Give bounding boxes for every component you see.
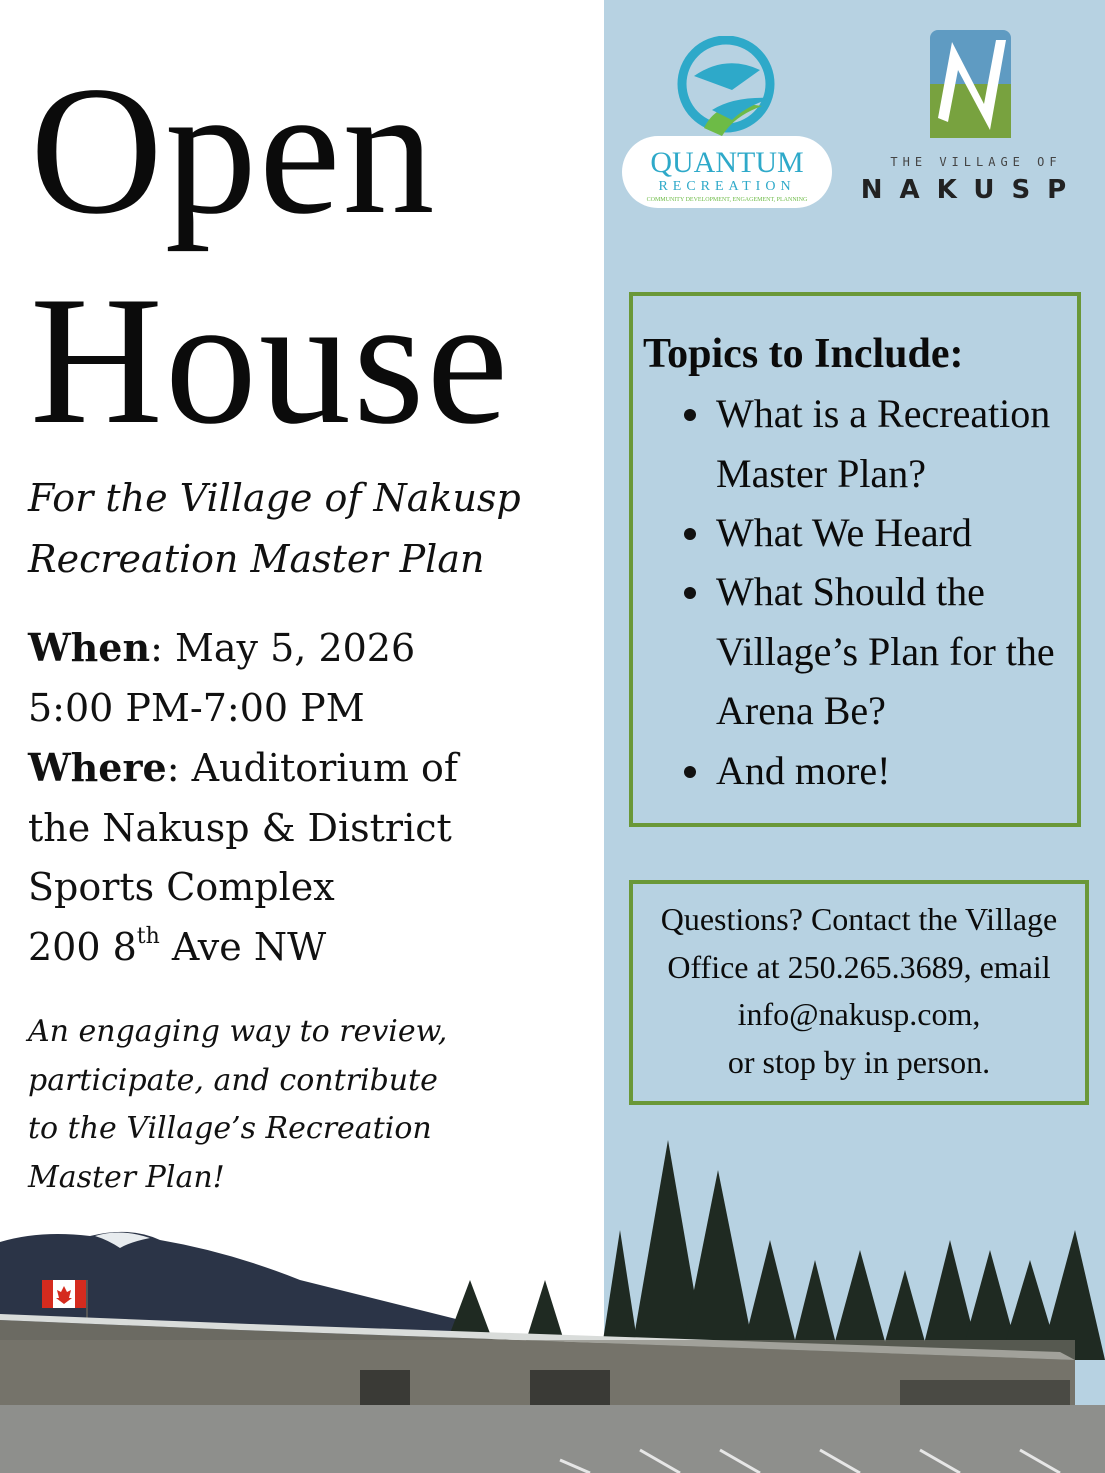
topic-2-line-1: What We Heard [716, 510, 972, 555]
quantum-name: QUANTUM [650, 146, 804, 179]
tagline-line-2: participate, and contribute [28, 1062, 438, 1098]
subtitle-line-1: For the Village of Nakusp [28, 476, 521, 520]
bullet-icon [684, 587, 696, 599]
quantum-sub: RECREATION [658, 179, 796, 194]
subtitle [28, 468, 521, 590]
bullet-icon [684, 766, 696, 778]
topic-1-line-2: Master Plan? [716, 450, 926, 496]
time-line: 5:00 PM-7:00 PM [28, 685, 365, 730]
trees-image [440, 1140, 1105, 1360]
contact-text [633, 896, 1085, 1086]
subtitle-line-2: Recreation Master Plan [28, 537, 485, 581]
where-line [28, 738, 458, 799]
venue-line-3: Sports Complex [28, 865, 335, 909]
address-line [28, 918, 458, 978]
address-rest: Ave NW [159, 924, 327, 969]
arena-photo [0, 1130, 1105, 1473]
when-label: When [28, 625, 151, 670]
contact-line-2: Office at 250.265.3689, email [667, 948, 1051, 985]
topics-title: Topics to Include: [643, 331, 964, 377]
village-of-nakusp-logo [860, 30, 1085, 210]
topic-4 [716, 741, 890, 801]
topic-3-line-3: Arena Be? [716, 688, 886, 733]
contact-line-4: or stop by in person. [727, 1043, 991, 1080]
logo-swoosh-icon [694, 63, 760, 90]
title-line-1: Open [30, 48, 437, 252]
tagline-line-4: Master Plan! [28, 1159, 225, 1195]
topic-3-line-1: What Should the [716, 569, 985, 614]
when-value: : May 5, 2026 [150, 626, 416, 670]
topic-3-line-2: Village’s Plan for the [716, 628, 1055, 674]
where-label: Where [28, 745, 167, 790]
bullet-icon [684, 409, 696, 421]
nakusp-pre: THE VILLAGE OF [890, 155, 1062, 169]
address-superscript: th [136, 923, 160, 949]
nakusp-name: NAKUSP [860, 175, 1084, 205]
topic-1-line-1: What is a Recreation [716, 391, 1051, 436]
venue-line-2: the Nakusp & District [28, 805, 452, 850]
quantum-recreation-logo [622, 36, 832, 212]
bullet-icon [684, 528, 696, 540]
topic-4-line-1: And more! [716, 748, 891, 793]
title-line-2: House [30, 258, 511, 462]
topic-2 [716, 503, 972, 563]
parking-lot [0, 1405, 1105, 1473]
topic-1 [716, 384, 1050, 503]
quantum-tagline: COMMUNITY DEVELOPMENT, ENGAGEMENT, PLANNING [646, 197, 808, 203]
tagline-line-1: An engaging way to review, [28, 1014, 448, 1049]
address-number: 200 8 [28, 924, 137, 969]
contact-line-1: Questions? Contact the Village [660, 901, 1058, 937]
tagline-line-3: to the Village’s Recreation [28, 1111, 432, 1146]
where-value: : Auditorium of [166, 746, 458, 790]
contact-line-3: info@nakusp.com, [737, 996, 981, 1032]
topic-3 [716, 562, 1055, 741]
when-line [28, 618, 458, 679]
event-details [28, 618, 458, 977]
